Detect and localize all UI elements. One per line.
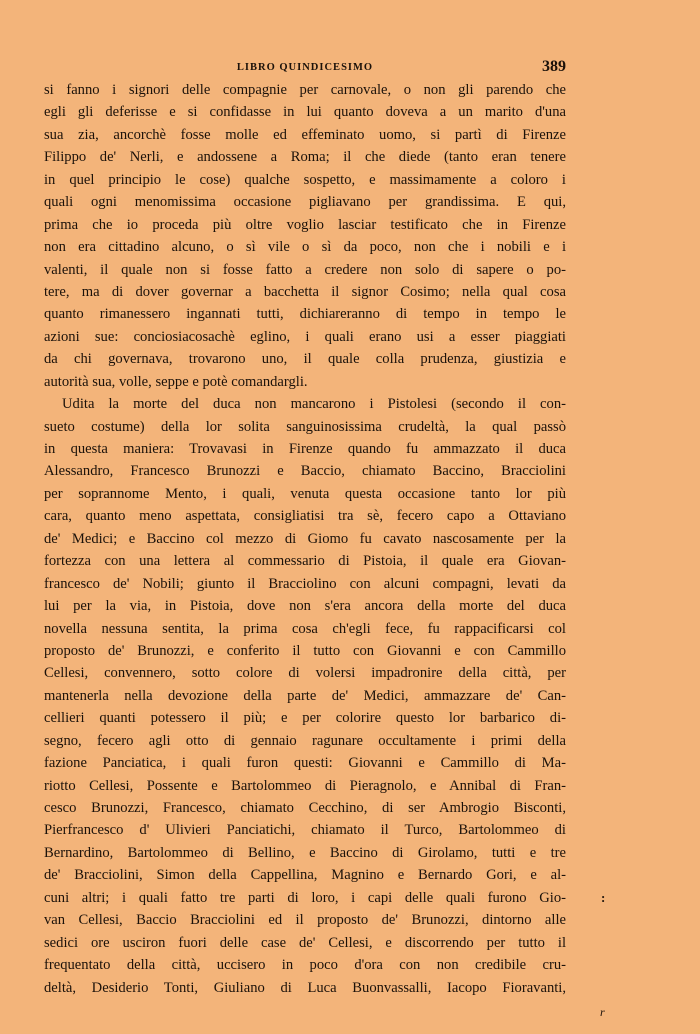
- text-line: valenti, il quale non si fosse fatto a credere non solo di sapere o po-: [44, 261, 566, 278]
- running-head-title: LIBRO QUINDICESIMO: [236, 62, 374, 73]
- corner-mark: r: [600, 1005, 605, 1019]
- text-line: lui per la via, in Pistoia, dove non s'era ancora della morte del duca: [44, 598, 566, 615]
- text-line: sueto costume) della lor solita sanguinosissima crudeltà, la qual passò: [44, 418, 566, 435]
- text-line: deltà, Desiderio Tonti, Giuliano di Luca Buonvassalli, Iacopo Fioravanti,: [44, 979, 566, 996]
- paragraph-last-line: autorità sua, volle, seppe e potè comandargli.: [44, 373, 308, 390]
- text-line: sua zia, ancorchè fosse molle ed effeminato uomo, si partì di Firenze: [44, 126, 566, 143]
- text-line: si fanno i signori delle compagnie per carnovale, o non gli parendo che: [44, 82, 566, 98]
- page-number: 389: [542, 58, 566, 75]
- text-line: Pierfrancesco d' Ulivieri Panciatichi, chiamato il Turco, Bartolommeo di: [44, 822, 566, 839]
- margin-mark: :: [601, 890, 606, 905]
- text-line: Bernardino, Bartolommeo di Bellino, e Baccino di Girolamo, tutti e tre: [44, 844, 566, 861]
- text-line: francesco de' Nobili; giunto il Bracciolino con alcuni compagni, levati da: [44, 575, 566, 592]
- text-line: quanto rimanessero ingannati tutti, dichiareranno di tempo in tempo le: [44, 306, 566, 323]
- text-line: fortezza con una lettera al commessario di Pistoia, il quale era Giovan-: [44, 553, 566, 570]
- text-line: da chi governava, trovarono uno, il quale colla prudenza, giustizia e: [44, 351, 566, 368]
- text-line: proposto de' Brunozzi, e conferito il tutto con Giovanni e con Cammillo: [44, 642, 566, 659]
- text-line: per soprannome Mento, i quali, venuta questa occasione tanto lor più: [44, 485, 566, 502]
- text-line: frequentato della città, uccisero in poco d'ora con non credibile cru-: [44, 957, 566, 974]
- text-line: cesco Brunozzi, Francesco, chiamato Cecchino, di ser Ambrogio Bisconti,: [44, 800, 566, 816]
- text-line: mantenerla nella devozione della parte de' Medici, ammazzare de' Can-: [44, 687, 566, 704]
- running-head: [44, 58, 566, 80]
- text-line: in questa maniera: Trovavasi in Firenze quando fu ammazzato il duca: [44, 441, 566, 457]
- text-line: cuni altri; i quali fatto tre parti di loro, i capi delle quali furono Gio-: [44, 889, 566, 906]
- text-line: Filippo de' Nerli, e andossene a Roma; il che diede (tanto eran tenere: [44, 149, 566, 166]
- text-line: riotto Cellesi, Possente e Bartolommeo di Pieragnolo, e Annibal di Fran-: [44, 777, 566, 794]
- body-text: [44, 79, 566, 999]
- text-line: de' Medici; e Baccino col mezzo di Giomo fu cavato nascosamente per la: [44, 530, 566, 547]
- text-line: Alessandro, Francesco Brunozzi e Baccio, chiamato Baccino, Bracciolini: [44, 463, 566, 480]
- text-line: Cellesi, convennero, sotto colore di volersi impadronire della città, per: [44, 665, 566, 682]
- text-line: prima che io proceda più oltre voglio lasciar testificato che in Firenze: [44, 216, 566, 233]
- text-line: azioni sue: conciosiacosachè eglino, i quali erano usi a esser piaggiati: [44, 328, 566, 345]
- text-line: segno, fecero agli otto di gennaio ragunare occultamente i primi della: [44, 732, 566, 749]
- text-line: de' Bracciolini, Simon della Cappellina, Magnino e Bernardo Gori, e al-: [44, 867, 566, 884]
- text-line: in quel principio le cose) qualche sospetto, e massimamente a coloro i: [44, 171, 566, 188]
- paragraph-first-line: Udita la morte del duca non mancarono i Pistolesi (secondo il con-: [62, 396, 566, 413]
- text-line: egli gli deferisse e si confidasse in lui quanto doveva a un marito d'una: [44, 104, 566, 121]
- text-line: novella nessuna sentita, la prima cosa ch'egli fece, fu rappacificarsi col: [44, 620, 566, 637]
- text-line: tere, ma di dover governar a bacchetta il signor Cosimo; nella qual cosa: [44, 283, 566, 300]
- text-line: sedici ore usciron fuori delle case de' Cellesi, e discorrendo per tutto il: [44, 934, 566, 951]
- text-line: cara, quanto meno aspettata, consigliatisi tra sè, fecero capo a Ottaviano: [44, 508, 566, 525]
- text-line: fazione Panciatica, i quali furon questi: Giovanni e Cammillo di Ma-: [44, 755, 566, 772]
- text-line: quali ogni menomissima occasione pigliavano per grandissima. E qui,: [44, 194, 566, 211]
- text-line: van Cellesi, Baccio Bracciolini ed il proposto de' Brunozzi, dintorno alle: [44, 912, 566, 929]
- text-line: cellieri quanti potessero il più; e per colorire questo lor barbarico di-: [44, 710, 566, 727]
- text-line: non era cittadino alcuno, o sì vile o sì da poco, non che i nobili e i: [44, 239, 566, 256]
